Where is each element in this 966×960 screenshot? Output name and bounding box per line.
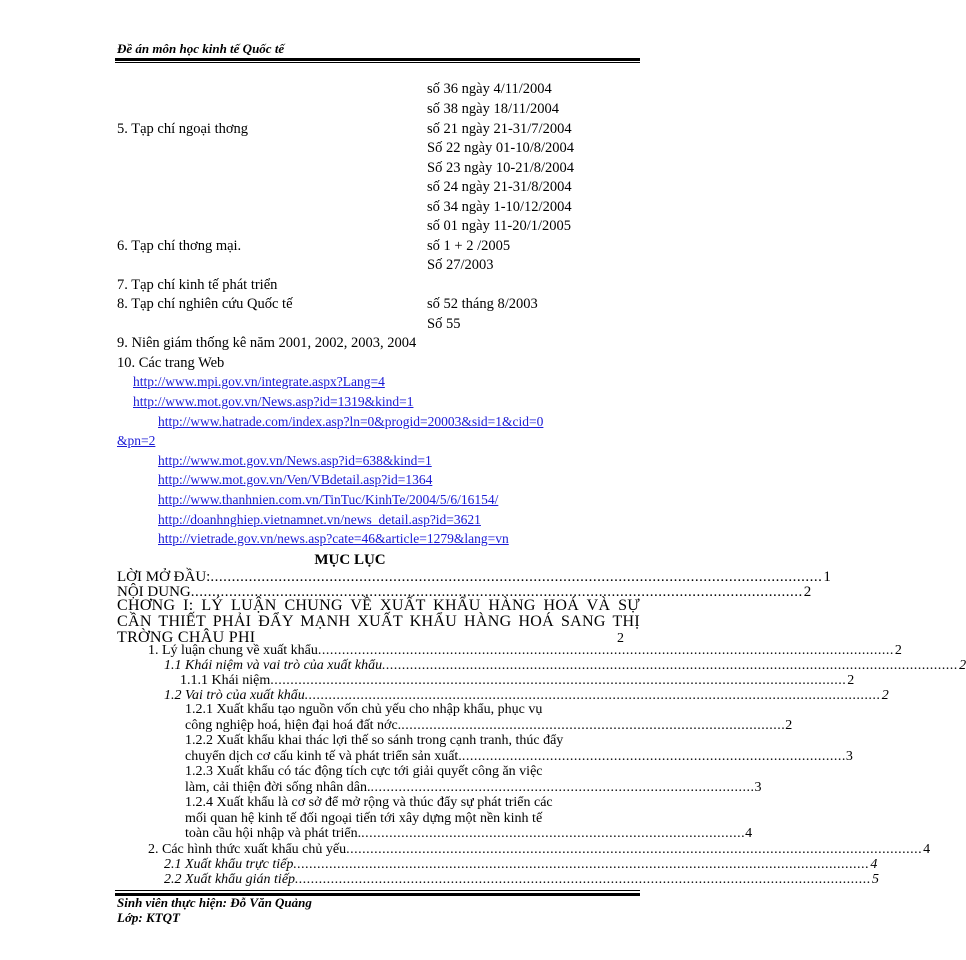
reference-item-9: 9. Niên giám thống kê năm 2001, 2002, 2003, 2004 (117, 335, 417, 351)
toc-dot-leader: ................................................................................................................................................ (210, 569, 823, 585)
issue-line: số 38 ngày 18/11/2004 (427, 101, 559, 117)
issue-line: Số 27/2003 (427, 257, 494, 273)
toc-dot-leader: ................................................................................................................................................ (382, 658, 959, 673)
header-rule (115, 58, 640, 61)
toc-dot-leader: ................................................................................................................................................ (293, 857, 870, 872)
toc-page-number: 4 (870, 857, 878, 872)
toc-entry-label: 2.2 Xuất khẩu gián tiếp (164, 872, 296, 887)
toc-entry-1-2[interactable] (164, 688, 889, 703)
footer-author: Sinh viên thực hiện: Đỗ Văn Quảng (117, 895, 312, 910)
web-link[interactable]: http://www.mot.gov.vn/News.asp?id=1319&kind=1 (133, 394, 414, 409)
toc-entry-label: LỜI MỞ ĐẦU: (117, 569, 211, 585)
toc-entry-label: 1.1.1 Khái niệm (180, 673, 271, 688)
toc-entry-1-2-1[interactable] (185, 702, 793, 733)
toc-page-number: 3 (754, 779, 762, 795)
toc-entry-intro[interactable] (117, 569, 831, 585)
web-link[interactable]: http://doanhnghiep.vietnamnet.vn/news_detail.asp?id=3621 (158, 512, 481, 527)
toc-page-number: 2 (847, 673, 855, 688)
web-link[interactable]: http://www.thanhnien.com.vn/TinTuc/KinhTe/2004/5/6/16154/ (158, 492, 499, 507)
toc-page-number: 4 (745, 826, 753, 841)
toc-dot-leader: ................................................................................................ (461, 748, 846, 764)
issue-line: Số 55 (427, 316, 461, 332)
toc-page-number: 4 (923, 842, 931, 857)
toc-title: MỤC LỤC (314, 552, 386, 568)
reference-item-6: 6. Tạp chí thơng mại. (117, 238, 242, 254)
issue-line: Số 22 ngày 01-10/8/2004 (427, 140, 575, 156)
web-link-continuation[interactable]: &pn=2 (117, 433, 156, 448)
reference-item-10: 10. Các trang Web (117, 355, 225, 371)
toc-dot-leader: ................................................................................................ (401, 717, 786, 733)
footer-class: Lớp: KTQT (117, 910, 180, 925)
reference-item-7: 7. Tạp chí kinh tế phát triển (117, 277, 278, 293)
issue-line: số 01 ngày 11-20/1/2005 (427, 218, 572, 234)
reference-item-5: 5. Tạp chí ngoại thơng (117, 121, 249, 137)
toc-entry-1-2-3[interactable] (185, 764, 762, 795)
toc-entry-text: 1.2.4 Xuất khẩu là cơ sở để mở rộng và thúc đẩy sự phát triển các (185, 795, 553, 810)
toc-dot-leader: ................................................................................................................................................ (190, 584, 803, 600)
issue-line: số 21 ngày 21-31/7/2004 (427, 121, 572, 137)
toc-entry-chapter-1[interactable] (117, 598, 640, 646)
web-link[interactable]: http://www.mot.gov.vn/News.asp?id=638&kind=1 (158, 453, 432, 468)
toc-page-number: 2 (803, 584, 812, 600)
web-link[interactable]: http://www.mot.gov.vn/Ven/VBdetail.asp?id=1364 (158, 472, 433, 487)
toc-page-number: 2 (881, 688, 889, 703)
toc-page-number: 5 (872, 872, 880, 887)
toc-entry-label: 1. Lý luận chung về xuất khẩu (148, 643, 318, 658)
toc-entry-label: NỘI DUNG (117, 584, 191, 600)
toc-entry-text: 1.2.1 Xuất khẩu tạo nguồn vốn chủ yếu cho nhập khẩu, phục vụ (185, 702, 543, 717)
issue-line: số 1 + 2 /2005 (427, 238, 511, 254)
toc-entry-text: chuyển dịch cơ cấu kinh tế và phát triển sản xuất. (185, 748, 462, 764)
toc-entry-2-2[interactable] (164, 872, 880, 887)
web-link[interactable]: http://www.hatrade.com/index.asp?ln=0&progid=20003&sid=1&cid=0 (158, 414, 544, 429)
web-link[interactable]: http://vietrade.gov.vn/news.asp?cate=46&article=1279&lang=vn (158, 531, 509, 546)
web-link[interactable]: http://www.mpi.gov.vn/integrate.aspx?Lang=4 (133, 374, 385, 389)
toc-dot-leader: ................................................................................................ (370, 779, 755, 795)
toc-page-number: 1 (823, 569, 831, 585)
document-header-title: Đề án môn học kinh tế Quốc tế (117, 41, 285, 56)
toc-chapter-text: CHƠNG I: LÝ LUẬN CHUNG VỀ XUẤT KHẨU HÀNG HOÁ VÀ SỰ CẦN THIẾT PHẢI ĐẨY MẠNH XUẤT KHẨU HÀNG HOÁ SANG THỊ TRỜNG CHÂU PHI (117, 597, 640, 646)
toc-entry-1-2-2[interactable] (185, 733, 853, 764)
toc-page-number: 2 (894, 643, 902, 658)
toc-page-number: 2 (785, 717, 793, 733)
toc-page-number: 2 (617, 631, 624, 646)
toc-dot-leader: ................................................................................................................................................ (295, 872, 872, 887)
toc-entry-text: toàn cầu hội nhập và phát triển. (185, 826, 362, 841)
toc-entry-text: 1.2.3 Xuất khẩu có tác động tích cực tới giải quyết công ăn việc (185, 764, 543, 779)
toc-entry-label: 2.1 Xuất khẩu trực tiếp (164, 857, 294, 872)
issue-line: số 36 ngày 4/11/2004 (427, 81, 552, 97)
toc-page-number: 2 (959, 658, 966, 673)
issue-line: Số 23 ngày 10-21/8/2004 (427, 160, 575, 176)
toc-entry-2[interactable] (148, 842, 931, 857)
reference-item-8: 8. Tạp chí nghiên cứu Quốc tế (117, 296, 293, 312)
issue-line: số 24 ngày 21-31/8/2004 (427, 179, 572, 195)
header-rule-thin (115, 62, 640, 63)
toc-entry-label: 1.2 Vai trò của xuất khẩu (164, 688, 305, 703)
toc-entry-1[interactable] (148, 643, 902, 658)
issue-line: số 52 tháng 8/2003 (427, 296, 538, 312)
toc-page-number: 3 (845, 748, 853, 764)
toc-dot-leader: ................................................................................................................................................ (304, 688, 881, 703)
toc-dot-leader: ................................................................................................................................................ (317, 643, 894, 658)
toc-entry-1-1[interactable] (164, 658, 966, 673)
toc-dot-leader: ................................................................................................................................................ (270, 673, 847, 688)
issue-line: số 34 ngày 1-10/12/2004 (427, 199, 572, 215)
toc-entry-label: 1.1 Khái niệm và vai trò của xuất khẩu (164, 658, 383, 673)
toc-entry-2-1[interactable] (164, 857, 878, 872)
toc-dot-leader: ................................................................................................................................................ (346, 842, 923, 857)
toc-entry-1-1-1[interactable] (180, 673, 855, 688)
toc-entry-1-2-4[interactable] (185, 795, 753, 842)
toc-entry-text: công nghiệp hoá, hiện đại hoá đất nớc. (185, 717, 402, 733)
toc-entry-text: làm, cải thiện đời sống nhân dân. (185, 779, 371, 795)
footer-rule-thin (115, 890, 640, 891)
toc-entry-text: 1.2.2 Xuất khẩu khai thác lợi thế so sánh trong cạnh tranh, thúc đẩy (185, 733, 564, 748)
toc-dot-leader: ................................................................................................ (361, 826, 746, 841)
toc-entry-text: mối quan hệ kinh tế đối ngoại tiến tới xây dựng một nền kinh tế (185, 810, 543, 826)
toc-entry-label: 2. Các hình thức xuất khẩu chủ yếu (148, 842, 347, 857)
